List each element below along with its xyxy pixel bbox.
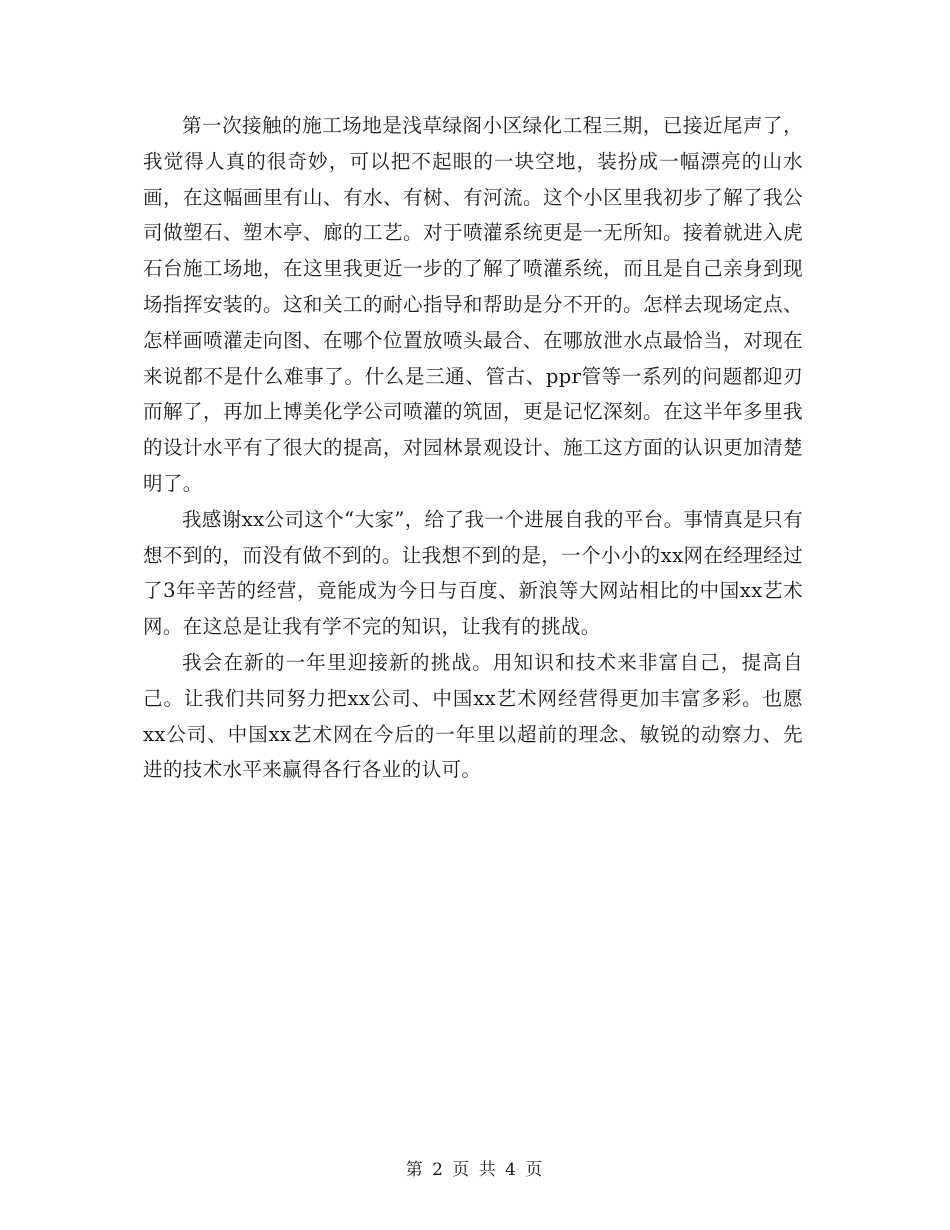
document-body	[143, 108, 803, 788]
paragraph-3: 我会在新的一年里迎接新的挑战。用知识和技术来非富自己，提高自己。让我们共同努力把xx公司、中国xx艺术网经营得更加丰富多彩。也愿xx公司、中国xx艺术网在今后的一年里以超前的理念、敏锐的动察力、先进的技术水平来赢得各行各业的认可。	[143, 650, 803, 782]
paragraph-2: 我感谢xx公司这个“大家”，给了我一个进展自我的平台。事情真是只有想不到的，而没有做不到的。让我想不到的是，一个小小的xx网在经理经过了3年辛苦的经营，竟能成为今日与百度、新浪等大网站相比的中国xx艺术网。在这总是让我有学不完的知识，让我有的挑战。	[143, 507, 803, 639]
paragraph-1: 第一次接触的施工场地是浅草绿阁小区绿化工程三期，已接近尾声了，我觉得人真的很奇妙，可以把不起眼的一块空地，装扮成一幅漂亮的山水画，在这幅画里有山、有水、有树、有河流。这个小区里我初步了解了我公司做塑石、塑木亭、廊的工艺。对于喷灌系统更是一无所知。接着就进入虎石台施工场地，在这里我更近一步的了解了喷灌系统，而且是自己亲身到现场指挥安装的。这和关工的耐心指导和帮助是分不开的。怎样去现场定点、怎样画喷灌走向图、在哪个位置放喷头最合、在哪放泄水点最恰当，对现在来说都不是什么难事了。什么是三通、管古、ppr管等一系列的问题都迎刃而解了，再加上博美化学公司喷灌的筑固，更是记忆深刻。在这半年多里我的设计水平有了很大的提高，对园林景观设计、施工这方面的认识更加清楚明了。	[143, 114, 803, 495]
page-number-footer: 第 2 页 共 4 页	[405, 1160, 545, 1180]
